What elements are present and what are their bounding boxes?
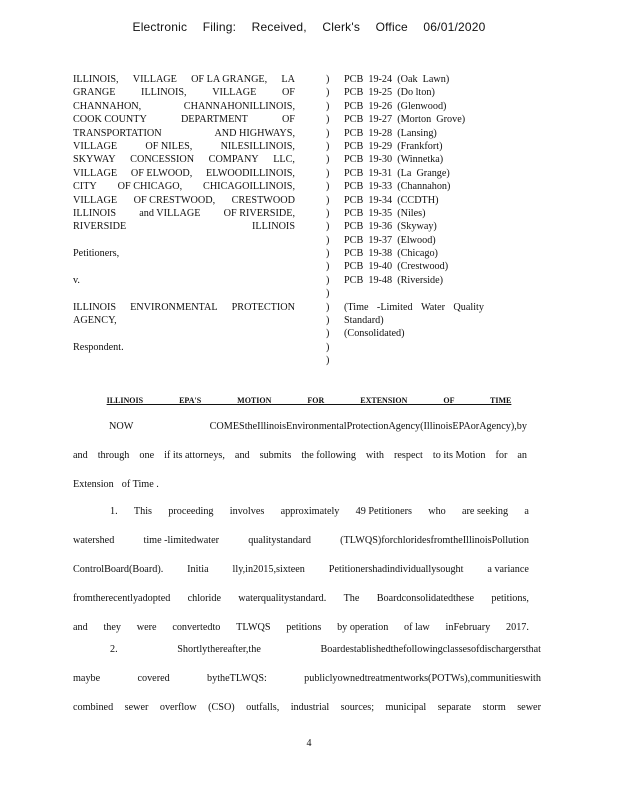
caption-line-word: VILLAGE <box>73 167 118 179</box>
body-word: industrial <box>290 702 330 713</box>
caption-paren: ) <box>326 181 330 193</box>
caption-line-word: OF ELWOOD, <box>130 167 193 179</box>
body-word: (CSO) <box>208 702 235 713</box>
body-line <box>73 644 541 673</box>
body-word: and <box>73 450 88 461</box>
pcb-case-number: PCB 19-26 (Glenwood) <box>344 100 447 112</box>
case-type-word: Water <box>420 301 446 313</box>
body-word: This <box>133 506 153 517</box>
body-line <box>73 479 527 508</box>
body-word: were <box>136 622 157 633</box>
body-word: by operation <box>337 622 389 633</box>
body-word: publiclyownedtreatmentworks(POTWs),communitieswith <box>304 673 541 684</box>
caption-line-word: VILLAGE <box>73 140 118 152</box>
caption-paren: ) <box>326 301 330 313</box>
respondent-line-word: PROTECTION <box>231 301 295 313</box>
caption-paren: ) <box>326 87 330 99</box>
caption-line-word: OF NILES, <box>145 140 193 152</box>
body-word: the following <box>301 450 356 461</box>
caption-paren: ) <box>326 341 330 353</box>
caption-paren: ) <box>326 114 330 126</box>
body-word: are seeking <box>462 506 509 517</box>
pcb-case-number: PCB 19-37 (Elwood) <box>344 234 436 246</box>
body-word: 1. <box>110 506 118 517</box>
paragraph-2 <box>73 644 541 731</box>
body-word: Shortlythereafter,the <box>177 644 261 655</box>
caption-paren: ) <box>326 207 330 219</box>
respondent-line-word: ENVIRONMENTAL <box>130 301 218 313</box>
case-type-word: Quality <box>453 301 484 313</box>
pcb-case-number: PCB 19-30 (Winnetka) <box>344 154 444 166</box>
body-word: fromtherecentlyadopted <box>73 593 171 604</box>
body-word: a <box>524 506 529 517</box>
case-numbers <box>344 73 484 341</box>
body-word: The <box>343 593 360 604</box>
caption-line-word: VILLAGE <box>132 74 177 85</box>
caption-line-word: LA <box>281 74 295 85</box>
caption-line-word: OF <box>281 114 295 126</box>
caption-line <box>73 86 295 99</box>
body-line <box>73 673 541 702</box>
body-line <box>73 421 527 450</box>
paragraph-1 <box>73 506 529 651</box>
body-word: petitions, <box>491 593 529 604</box>
pcb-case-number: PCB 19-38 (Chicago) <box>344 248 438 260</box>
body-word: 49 Petitioners <box>355 506 412 517</box>
body-word: watershed <box>73 535 115 546</box>
caption-line-word: VILLAGE <box>73 194 118 206</box>
caption-line-word: OF LA GRANGE, <box>191 74 268 85</box>
case-type-word: (Time <box>344 301 369 313</box>
caption-paren: ) <box>326 234 330 246</box>
caption-line-word: COMPANY <box>208 154 259 166</box>
body-word: sewer <box>124 702 149 713</box>
body-word: lly,in2015,sixteen <box>232 564 305 575</box>
body-word: waterqualitystandard. <box>238 593 327 604</box>
body-word: 2. <box>110 644 118 655</box>
caption-paren: ) <box>326 221 330 233</box>
case-type-line <box>344 314 484 327</box>
body-word: who <box>428 506 446 517</box>
caption-line-word: AND HIGHWAYS, <box>214 127 295 139</box>
caption-paren: ) <box>326 194 330 206</box>
body-word: covered <box>137 673 170 684</box>
caption-line <box>73 180 295 193</box>
caption-line-word: VILLAGE <box>212 87 257 99</box>
pcb-case-number: PCB 19-29 (Frankfort) <box>344 140 443 152</box>
respondent-line-word: ILLINOIS <box>73 301 117 313</box>
body-word: NOW <box>109 421 134 432</box>
body-word: one <box>139 450 155 461</box>
caption-line-word: SKYWAY <box>73 154 116 166</box>
case-type-word: (Consolidated) <box>344 328 405 340</box>
caption-line-word: OF CHICAGO, <box>117 181 183 193</box>
page-number: 4 <box>306 738 312 749</box>
pcb-case-number: PCB 19-40 (Crestwood) <box>344 261 449 273</box>
body-line <box>73 593 529 622</box>
caption-line-word: ILLINOIS <box>73 207 117 219</box>
caption-line <box>73 167 295 180</box>
body-line <box>73 506 529 535</box>
body-word: of Time . <box>121 479 159 490</box>
caption-line <box>73 153 295 166</box>
body-word: outfalls, <box>246 702 280 713</box>
versus-label: v. <box>73 274 80 286</box>
caption-line-word: RIVERSIDE <box>73 221 127 233</box>
body-word: for <box>495 450 508 461</box>
body-word: qualitystandard <box>248 535 311 546</box>
pcb-case-number: PCB 19-31 (La Grange) <box>344 167 450 179</box>
caption-divider <box>326 73 334 368</box>
caption-line-word: NILESILLINOIS, <box>220 140 295 152</box>
caption-paren: ) <box>326 74 330 85</box>
caption-line-word: CONCESSION <box>130 154 195 166</box>
caption-line <box>73 220 295 233</box>
petitioners-label: Petitioners, <box>73 248 120 260</box>
pcb-case-number: PCB 19-36 (Skyway) <box>344 221 437 233</box>
caption-paren: ) <box>326 154 330 166</box>
caption-line-word: OF CRESTWOOD, <box>133 194 216 206</box>
body-line <box>73 702 541 731</box>
body-word: with <box>365 450 385 461</box>
body-word: TLWQS <box>236 622 271 633</box>
caption-line-word: OF <box>281 87 295 99</box>
body-word: if its attorneys, <box>164 450 225 461</box>
body-word: ControlBoard(Board). <box>73 564 164 575</box>
caption-line <box>73 140 295 153</box>
body-word: Boardconsolidatedthese <box>376 593 475 604</box>
caption-line-word: ILLINOIS <box>251 221 295 233</box>
body-word: respect <box>394 450 423 461</box>
body-word: 2017. <box>506 622 529 633</box>
body-word: Boardestablishedthefollowingclassesofdischargersthat <box>320 644 541 655</box>
body-word: bytheTLWQS: <box>207 673 267 684</box>
pcb-case-number: PCB 19-34 (CCDTH) <box>344 194 439 206</box>
caption-paren: ) <box>326 140 330 152</box>
caption-line <box>73 207 295 220</box>
body-word: separate <box>437 702 472 713</box>
caption-line <box>73 194 295 207</box>
caption-line-word: CHANNAHON, <box>73 100 142 112</box>
caption-paren: ) <box>326 288 330 300</box>
caption-line-word: ELWOODILLINOIS, <box>206 167 295 179</box>
pcb-case-number: PCB 19-25 (Do lton) <box>344 87 435 99</box>
caption-line <box>73 113 295 126</box>
petitioners-caption <box>73 73 295 354</box>
caption-line-word: GRANGE <box>73 87 116 99</box>
case-type-word: -Limited <box>376 301 413 313</box>
body-word: combined <box>73 702 114 713</box>
case-type-word: Standard) <box>344 315 384 327</box>
caption-line <box>73 73 295 86</box>
caption-paren: ) <box>326 274 330 286</box>
pcb-case-number: PCB 19-27 (Morton Grove) <box>344 114 466 126</box>
pcb-case-number: PCB 19-24 (Oak Lawn) <box>344 74 450 85</box>
caption-line-word: COOK COUNTY <box>73 114 147 126</box>
body-word: sewer <box>517 702 541 713</box>
caption-paren: ) <box>326 261 330 273</box>
respondent-line-word: AGENCY, <box>73 315 117 327</box>
body-line <box>73 564 529 593</box>
body-word: overflow <box>159 702 197 713</box>
body-line <box>73 535 529 564</box>
respondent-line <box>73 301 295 314</box>
caption-paren: ) <box>326 328 330 340</box>
caption-line <box>73 127 295 140</box>
caption-paren: ) <box>326 315 330 327</box>
respondent-line <box>73 314 295 327</box>
caption-line-word: OF RIVERSIDE, <box>223 207 295 219</box>
body-word: inFebruary <box>445 622 491 633</box>
caption-line-word: CITY <box>73 181 97 193</box>
pcb-case-number: PCB 19-35 (Niles) <box>344 207 426 219</box>
motion-title: ILLINOIS EPA'S MOTION FOR EXTENSION OF TIME <box>106 396 512 405</box>
body-word: Petitionershadindividuallysought <box>328 564 464 575</box>
caption-line-word: DEPARTMENT <box>180 114 248 126</box>
body-word: COMEStheIllinoisEnvironmentalProtectionAgency(IllinoisEPAorAgency),by <box>209 421 527 432</box>
body-word: to its Motion <box>432 450 486 461</box>
body-word: through <box>97 450 130 461</box>
caption-paren: ) <box>326 248 330 260</box>
pcb-case-number: PCB 19-48 (Riverside) <box>344 274 444 286</box>
body-word: storm <box>482 702 506 713</box>
pcb-case-number: PCB 19-28 (Lansing) <box>344 127 437 139</box>
electronic-filing-header: Electronic Filing: Received, Clerk's Office 06/01/2020 <box>132 20 486 34</box>
caption-line-word: LLC, <box>273 154 295 166</box>
body-word: a variance <box>487 564 529 575</box>
body-word: and <box>73 622 88 633</box>
body-word: maybe <box>73 673 101 684</box>
caption-line-word: ILLINOIS, <box>141 87 187 99</box>
body-word: sources; <box>340 702 375 713</box>
body-word: (TLWQS)forchloridesfromtheIllinoisPollution <box>340 535 529 546</box>
intro-paragraph <box>73 421 527 508</box>
body-word: involves <box>229 506 265 517</box>
body-line <box>73 450 527 479</box>
body-word: Extension <box>73 479 114 490</box>
body-word: submits <box>259 450 292 461</box>
caption-line-word: ILLINOIS, <box>73 74 119 85</box>
body-word: and <box>234 450 250 461</box>
caption-line-word: CHICAGOILLINOIS, <box>203 181 295 193</box>
body-word: petitions <box>286 622 322 633</box>
body-word: of law <box>404 622 430 633</box>
caption-paren: ) <box>326 100 330 112</box>
body-word: approximately <box>280 506 340 517</box>
caption-line-word: CHANNAHONILLINOIS, <box>183 100 295 112</box>
pcb-case-number: PCB 19-33 (Channahon) <box>344 181 451 193</box>
case-type-line <box>344 301 484 314</box>
caption-paren: ) <box>326 167 330 179</box>
caption-line <box>73 100 295 113</box>
caption-paren: ) <box>326 355 330 367</box>
case-type-line <box>344 327 484 340</box>
body-word: time -limitedwater <box>143 535 220 546</box>
body-word: chloride <box>187 593 221 604</box>
body-word: an <box>517 450 527 461</box>
respondent-label: Respondent. <box>73 341 124 353</box>
caption-paren: ) <box>326 127 330 139</box>
body-word: municipal <box>385 702 427 713</box>
caption-line-word: CRESTWOOD <box>231 194 295 206</box>
caption-line-word: TRANSPORTATION <box>73 127 162 139</box>
body-word: Initia <box>187 564 209 575</box>
body-word: they <box>103 622 122 633</box>
body-word: convertedto <box>172 622 221 633</box>
body-word: proceeding <box>168 506 214 517</box>
caption-line-word: and VILLAGE <box>139 207 201 219</box>
